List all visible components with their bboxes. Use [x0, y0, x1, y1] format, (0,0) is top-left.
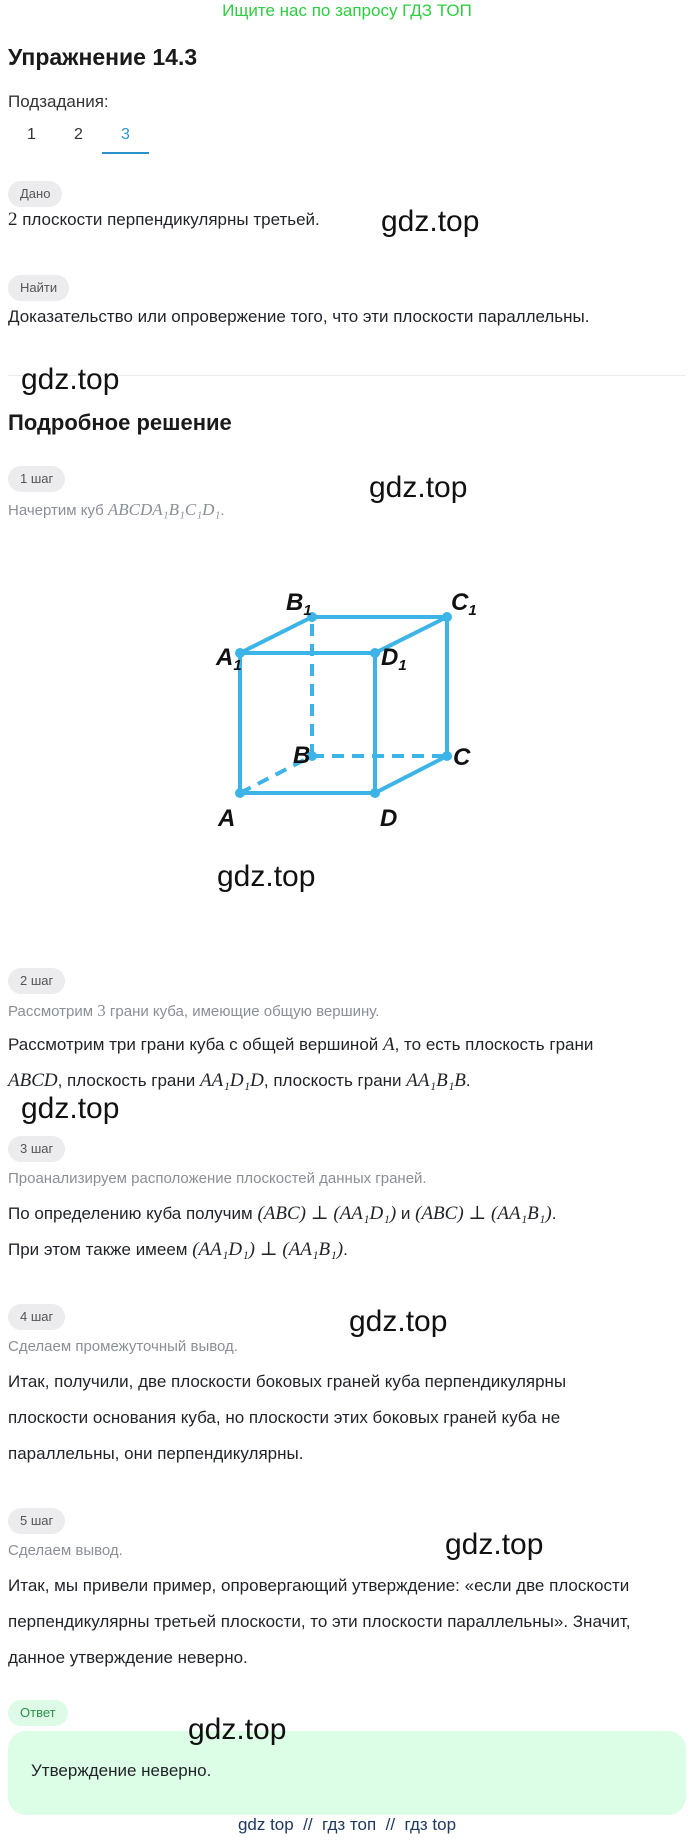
label-d1-letter: D	[381, 644, 399, 671]
face-abcd: ABCD	[8, 1070, 58, 1091]
vertex-c	[442, 751, 452, 761]
label-c1	[451, 589, 477, 619]
step-2-hint-text: Рассмотрим	[8, 1003, 98, 1020]
step-3-line-1-text: По определению куба получим	[8, 1204, 258, 1223]
step-5-badge: 5 шаг	[8, 1508, 65, 1534]
answer-badge: Ответ	[8, 1700, 68, 1726]
step-5-line-1: Итак, мы привели пример, опровергающий утверждение: «если две плоскости	[8, 1576, 630, 1595]
step-4-badge: 4 шаг	[8, 1304, 65, 1330]
step-4-line-2: плоскости основания куба, но плоскости этих боковых граней куба не	[8, 1408, 561, 1427]
step-1-hint-text: Начертим куб	[8, 502, 108, 519]
face-aa1b1b: AA₁B₁B	[406, 1070, 466, 1091]
tab-subtask-3[interactable]: 3	[102, 120, 149, 154]
relation-2: (ABC) ⊥ (AA₁B₁)	[415, 1203, 552, 1224]
cube-figure	[200, 565, 500, 835]
step-5-line-2: перпендикулярны третьей плоскости, то эти плоскости параллельны». Значит,	[8, 1612, 631, 1631]
given-text	[8, 202, 688, 238]
subtask-tabs	[8, 120, 149, 154]
step-5-line-3: данное утверждение неверно.	[8, 1648, 248, 1667]
subtasks-label: Подзадания:	[8, 92, 109, 111]
step-4-hint: Сделаем промежуточный вывод.	[8, 1338, 238, 1355]
tab-subtask-2[interactable]: 2	[74, 126, 83, 143]
relation-3: (AA₁D₁) ⊥ (AA₁B₁)	[192, 1239, 344, 1260]
label-a: A	[218, 805, 236, 832]
step-2-line-1-text: Рассмотрим три грани куба с общей вершиной	[8, 1035, 383, 1054]
step-3-line-2	[8, 1232, 688, 1268]
label-a1-sub: 1	[233, 657, 242, 674]
step-2-hint-number: 3	[97, 1001, 106, 1020]
watermark: gdz.top	[349, 1305, 448, 1338]
given-badge: Дано	[8, 181, 62, 207]
vertex-d	[370, 788, 380, 798]
step-2-line-2-text-2: , плоскость грани	[263, 1071, 407, 1090]
step-2-badge: 2 шаг	[8, 968, 65, 994]
face-aa1d1d: AA₁D₁D	[200, 1070, 264, 1091]
step-1-hint	[8, 500, 225, 520]
step-4-line-3: параллельны, они перпендикулярны.	[8, 1444, 304, 1463]
step-2-hint-end: грани куба, имеющие общую вершину.	[105, 1003, 380, 1020]
label-b1-sub: 1	[303, 602, 312, 619]
watermark: gdz.top	[21, 1092, 120, 1125]
label-c1-sub: 1	[468, 602, 477, 619]
footer-links[interactable]: gdz top // гдз топ // гдз top	[237, 1815, 457, 1834]
watermark: gdz.top	[369, 471, 468, 504]
find-badge: Найти	[8, 275, 69, 301]
label-d1-sub: 1	[398, 657, 407, 674]
step-2-line-2-text-1: , плоскость грани	[57, 1071, 200, 1090]
step-2-line-2-end: .	[465, 1071, 471, 1090]
watermark: gdz.top	[445, 1528, 544, 1561]
label-b1-letter: B	[286, 589, 304, 616]
step-3-line-1-and: и	[396, 1204, 416, 1223]
step-3-line-2-text: При этом также имеем	[8, 1240, 193, 1259]
label-b: B	[293, 742, 311, 769]
given-number: 2	[8, 209, 18, 230]
relation-1: (ABC) ⊥ (AA₁D₁)	[257, 1203, 397, 1224]
edge-cd	[375, 756, 447, 793]
watermark: gdz.top	[21, 363, 120, 396]
answer-text: Утверждение неверно.	[31, 1761, 212, 1780]
step-3-line-2-end: .	[343, 1240, 348, 1259]
label-a1-letter: A	[216, 644, 234, 671]
step-3-line-1-end: .	[551, 1204, 557, 1223]
label-b1	[286, 589, 312, 619]
vertex-symbol: A	[383, 1034, 395, 1055]
vertex-d1	[370, 648, 380, 658]
tab-subtask-1[interactable]: 1	[27, 126, 36, 143]
given-statement: плоскости перпендикулярны третьей.	[17, 210, 320, 229]
watermark: gdz.top	[188, 1713, 287, 1746]
find-text: Доказательство или опровержение того, что эти плоскости параллельны.	[8, 307, 590, 326]
solution-title: Подробное решение	[8, 410, 232, 435]
step-5-hint: Сделаем вывод.	[8, 1542, 123, 1559]
step-3-line-1	[8, 1196, 688, 1232]
step-2-line-1	[8, 1027, 688, 1063]
step-2-hint	[8, 1001, 379, 1021]
label-d1	[381, 644, 407, 674]
promo-banner[interactable]: Ищите нас по запросу ГДЗ ТОП	[222, 1, 472, 20]
step-1-badge: 1 шаг	[8, 466, 65, 492]
label-c: C	[453, 744, 471, 771]
watermark: gdz.top	[217, 860, 316, 893]
step-3-badge: 3 шаг	[8, 1136, 65, 1162]
label-d: D	[380, 805, 398, 832]
answer-box	[8, 1731, 686, 1815]
cube-name: ABCDA₁B₁C₁D₁	[107, 500, 221, 519]
step-4-line-1: Итак, получили, две плоскости боковых граней куба перпендикулярны	[8, 1372, 567, 1391]
step-2-line-1-end: , то есть плоскость грани	[394, 1035, 594, 1054]
watermark: gdz.top	[381, 205, 480, 238]
label-c1-letter: C	[451, 589, 469, 616]
step-3-hint: Проанализируем расположение плоскостей данных граней.	[8, 1170, 427, 1187]
label-a1	[215, 644, 242, 674]
page-title: Упражнение 14.3	[8, 44, 198, 70]
edge-a1b1	[240, 617, 312, 653]
vertex-a	[235, 788, 245, 798]
step-1-hint-end: .	[220, 502, 225, 519]
